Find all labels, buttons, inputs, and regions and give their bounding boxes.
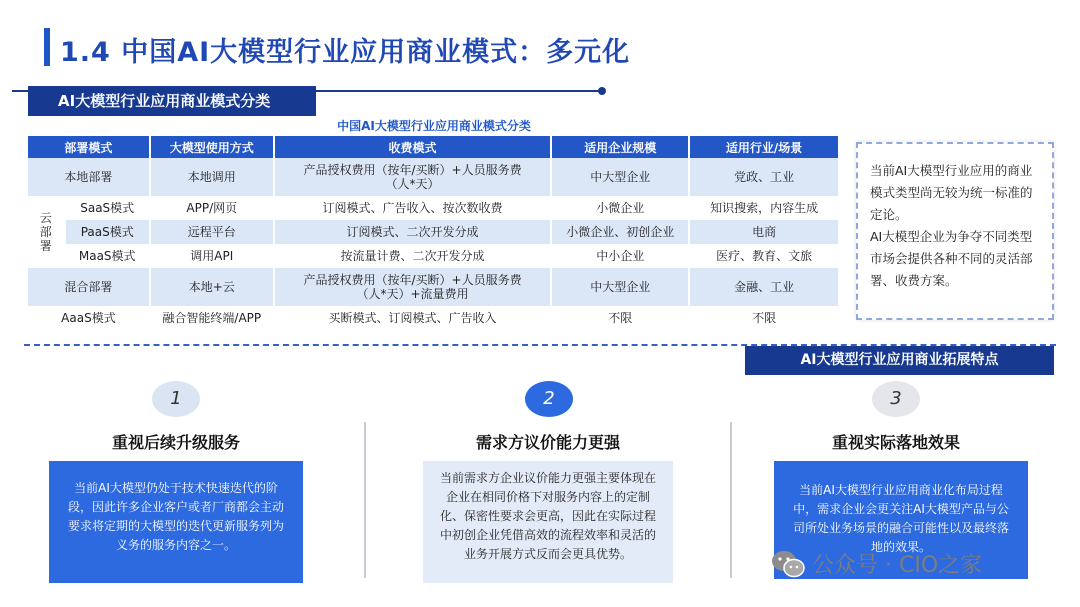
feature-text-1: 当前AI大模型仍处于技术快速迭代的阶段，因此许多企业客户或者厂商都会主动要求将定期的大模型的迭代更新服务列为义务的服务内容之一。	[49, 461, 303, 583]
cell-fee: 产品授权费用（按年/买断）+人员服务费（人*天）+流量费用	[274, 268, 552, 306]
cell-fee: 订阅模式、二次开发分成	[274, 220, 552, 244]
cell-scale: 小微企业、初创企业	[551, 220, 689, 244]
cell-mode: 本地部署	[28, 158, 150, 196]
feature-number-1: 1	[152, 381, 200, 417]
cell-mode: AaaS模式	[28, 306, 150, 330]
note-paragraph: 当前AI大模型行业应用的商业模式类型尚无较为统一标准的定论。	[870, 163, 1033, 222]
business-model-table	[28, 136, 840, 330]
feature-text-2: 当前需求方企业议价能力更强主要体现在企业在相同价格下对服务内容上的定制化、保密性要求会更高，因此在实际过程中初创企业凭借高效的流程效率和灵活的业务开展方式反而会更具优势。	[423, 461, 673, 583]
header-usage: 大模型使用方式	[150, 136, 274, 158]
cell-industry: 电商	[689, 220, 839, 244]
feature-number-2: 2	[525, 381, 573, 417]
cell-usage: 远程平台	[150, 220, 274, 244]
cell-cloud-label	[28, 196, 65, 268]
cell-usage: 调用API	[150, 244, 274, 268]
table-row-saas	[28, 196, 839, 220]
cell-mode: 混合部署	[28, 268, 150, 306]
feature-number-3: 3	[872, 381, 920, 417]
cloud-label: 云部署	[39, 211, 52, 253]
header-scale: 适用企业规模	[551, 136, 689, 158]
section-rule-dot	[598, 87, 606, 95]
cell-usage: 融合智能终端/APP	[150, 306, 274, 330]
cell-scale: 中小企业	[551, 244, 689, 268]
cell-scale: 中大型企业	[551, 268, 689, 306]
cell-usage: 本地+云	[150, 268, 274, 306]
header-deployment: 部署模式	[28, 136, 150, 158]
cell-industry: 知识搜索，内容生成	[689, 196, 839, 220]
table-row-aaas	[28, 306, 839, 330]
note-paragraph: AI大模型企业为争夺不同类型市场会提供各种不同的灵活部署、收费方案。	[870, 229, 1033, 288]
cell-fee: 买断模式、订阅模式、广告收入	[274, 306, 552, 330]
cell-scale: 小微企业	[551, 196, 689, 220]
cell-industry: 党政、工业	[689, 158, 839, 196]
feature-title-2: 需求方议价能力更强	[475, 433, 620, 452]
classification-section-label: AI大模型行业应用商业模式分类	[28, 86, 316, 116]
table-title: 中国AI大模型行业应用商业模式分类	[337, 119, 531, 133]
cell-mode: PaaS模式	[65, 220, 150, 244]
cell-mode: MaaS模式	[65, 244, 150, 268]
cell-usage: 本地调用	[150, 158, 274, 196]
header-industry: 适用行业/场景	[689, 136, 839, 158]
cell-fee: 订阅模式、广告收入、按次数收费	[274, 196, 552, 220]
classification-note	[856, 142, 1054, 320]
table-row-local	[28, 158, 839, 196]
watermark	[770, 548, 1060, 584]
cell-fee: 按流量计费、二次开发分成	[274, 244, 552, 268]
cell-scale: 不限	[551, 306, 689, 330]
cell-scale: 中大型企业	[551, 158, 689, 196]
cell-mode: SaaS模式	[65, 196, 150, 220]
page-title: 1.4 中国AI大模型行业应用商业模式：多元化	[60, 37, 631, 68]
title-accent-bar	[44, 28, 50, 66]
table-row-maas	[28, 244, 839, 268]
header-fee: 收费模式	[274, 136, 552, 158]
wechat-icon	[770, 549, 806, 579]
feature-divider	[364, 422, 366, 578]
feature-title-3: 重视实际落地效果	[831, 433, 960, 452]
feature-divider	[730, 422, 732, 578]
cell-industry: 不限	[689, 306, 839, 330]
feature-text-3: 当前AI大模型行业应用商业化布局过程中，需求企业会更关注AI大模型产品与公司所处业务场景的融合可能性以及最终落地的效果。	[774, 461, 1028, 579]
features-section-label: AI大模型行业应用商业拓展特点	[745, 346, 1054, 375]
table-header-row	[28, 136, 839, 158]
cell-industry: 金融、工业	[689, 268, 839, 306]
cell-fee: 产品授权费用（按年/买断）+人员服务费（人*天）	[274, 158, 552, 196]
cell-usage: APP/网页	[150, 196, 274, 220]
feature-title-1: 重视后续升级服务	[111, 433, 240, 452]
table-row-paas	[28, 220, 839, 244]
table-row-hybrid	[28, 268, 839, 306]
cell-industry: 医疗、教育、文旅	[689, 244, 839, 268]
watermark-text: 公众号 · CIO之家	[812, 553, 983, 578]
